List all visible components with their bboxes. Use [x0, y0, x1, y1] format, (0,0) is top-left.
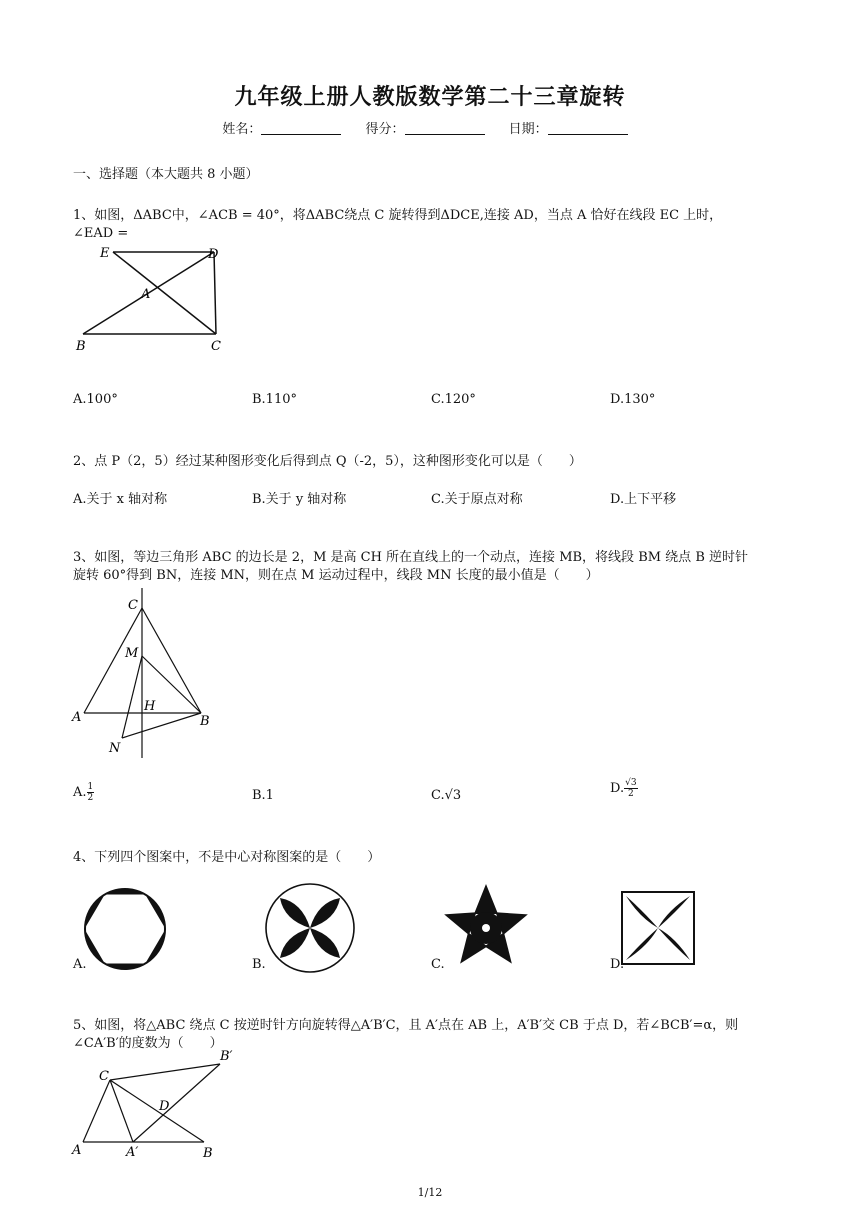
name-blank — [261, 134, 341, 135]
q1-option-d: D.130° — [610, 392, 656, 407]
q3-option-d — [610, 778, 638, 799]
q3-option-a — [73, 782, 94, 803]
q3-label-a: A — [72, 710, 82, 725]
q4-figure-b-petals — [262, 880, 358, 976]
q4-option-a: A. — [73, 957, 87, 972]
q2-option-c: C.关于原点对称 — [431, 492, 523, 507]
q2-option-a: A.关于 x 轴对称 — [73, 492, 168, 507]
q3-label-h: H — [144, 699, 156, 714]
q5-label-a: A — [72, 1143, 82, 1158]
q4-text: 4、下列四个图案中，不是中心对称图案的是（ ） — [73, 850, 381, 865]
q1-label-c: C — [211, 339, 221, 354]
q5-label-a-prime: A′ — [126, 1145, 139, 1160]
q2-option-b: B.关于 y 轴对称 — [252, 492, 347, 507]
q3-option-c — [431, 788, 461, 803]
q2-text: 2、点 P（2，5）经过某种图形变化后得到点 Q（-2，5），这种图形变化可以是（ ） — [73, 454, 582, 469]
score-blank — [405, 134, 485, 135]
q1-label-b: B — [76, 339, 86, 354]
q4-figure-d-pinwheel — [620, 890, 698, 968]
q4-option-b: B. — [252, 957, 266, 972]
q3-label-n: N — [109, 741, 121, 756]
student-info-line — [0, 118, 860, 137]
q3-option-d-fraction — [624, 778, 637, 799]
q5-label-c: C — [99, 1069, 109, 1084]
section-heading: 一、选择题（本大题共 8 小题） — [73, 167, 259, 182]
q3-option-c-prefix: C. — [431, 788, 445, 803]
q4-option-c: C. — [431, 957, 445, 972]
q3-label-m: M — [125, 646, 139, 661]
date-blank — [548, 134, 628, 135]
q4-figure-a-circle-hexagon — [82, 886, 170, 974]
page-title: 九年级上册人教版数学第二十三章旋转 — [234, 84, 626, 110]
q3-option-d-denominator: 2 — [627, 789, 634, 799]
page-number: 1/12 — [417, 1186, 443, 1199]
q5-label-b-prime: B′ — [220, 1049, 233, 1064]
q3-label-c: C — [128, 598, 138, 613]
date-label: 日期： — [508, 122, 548, 137]
q5-label-d: D — [159, 1099, 170, 1114]
q2-option-d: D.上下平移 — [610, 492, 677, 507]
q3-option-b: B.1 — [252, 788, 274, 803]
q5-text-line1: 5、如图，将△ABC 绕点 C 按逆时针方向旋转得△A′B′C，且 A′点在 AB 上，A′B′交 CB 于点 D，若∠BCB′=α，则 — [73, 1018, 739, 1033]
q3-option-a-numerator: 1 — [87, 782, 94, 792]
q3-figure — [70, 588, 230, 760]
name-label: 姓名： — [222, 122, 262, 137]
q3-option-d-numerator: √3 — [625, 778, 637, 788]
q3-text-line2: 旋转 60°得到 BN，连接 MN，则在点 M 运动过程中，线段 MN 长度的最小值是（ ） — [73, 568, 599, 583]
q5-text-line2: ∠CA′B′的度数为（ ） — [73, 1036, 223, 1051]
q5-label-b: B — [203, 1146, 213, 1161]
q1-text-line1: 1、如图，ΔABC中，∠ACB = 40°，将ΔABC绕点 C 旋转得到ΔDCE,连接 AD，当点 A 恰好在线段 EC 上时， — [73, 208, 723, 223]
q3-text-line1: 3、如图，等边三角形 ABC 的边长是 2，M 是高 CH 所在直线上的一个动点，连接 MB，将线段 BM 绕点 B 逆时针 — [73, 550, 749, 565]
q1-label-e: E — [100, 246, 110, 261]
q1-text-line2: ∠EAD = — [73, 226, 129, 241]
q3-option-a-prefix: A. — [73, 785, 87, 800]
q1-option-a: A.100° — [73, 392, 118, 407]
q4-figure-c-star — [440, 880, 532, 972]
q4-option-d: D. — [610, 957, 625, 972]
q1-figure — [70, 240, 240, 358]
q3-option-a-denominator: 2 — [87, 793, 94, 803]
q3-option-d-prefix: D. — [610, 781, 625, 796]
q1-label-a: A — [141, 287, 151, 302]
q3-label-b: B — [200, 714, 210, 729]
q3-option-c-value: √3 — [444, 788, 462, 803]
q1-option-c: C.120° — [431, 392, 476, 407]
score-label: 得分： — [365, 122, 405, 137]
q5-figure — [70, 1046, 240, 1162]
q1-label-d: D — [208, 247, 219, 262]
q1-option-b: B.110° — [252, 392, 297, 407]
q3-option-a-fraction — [87, 782, 95, 803]
